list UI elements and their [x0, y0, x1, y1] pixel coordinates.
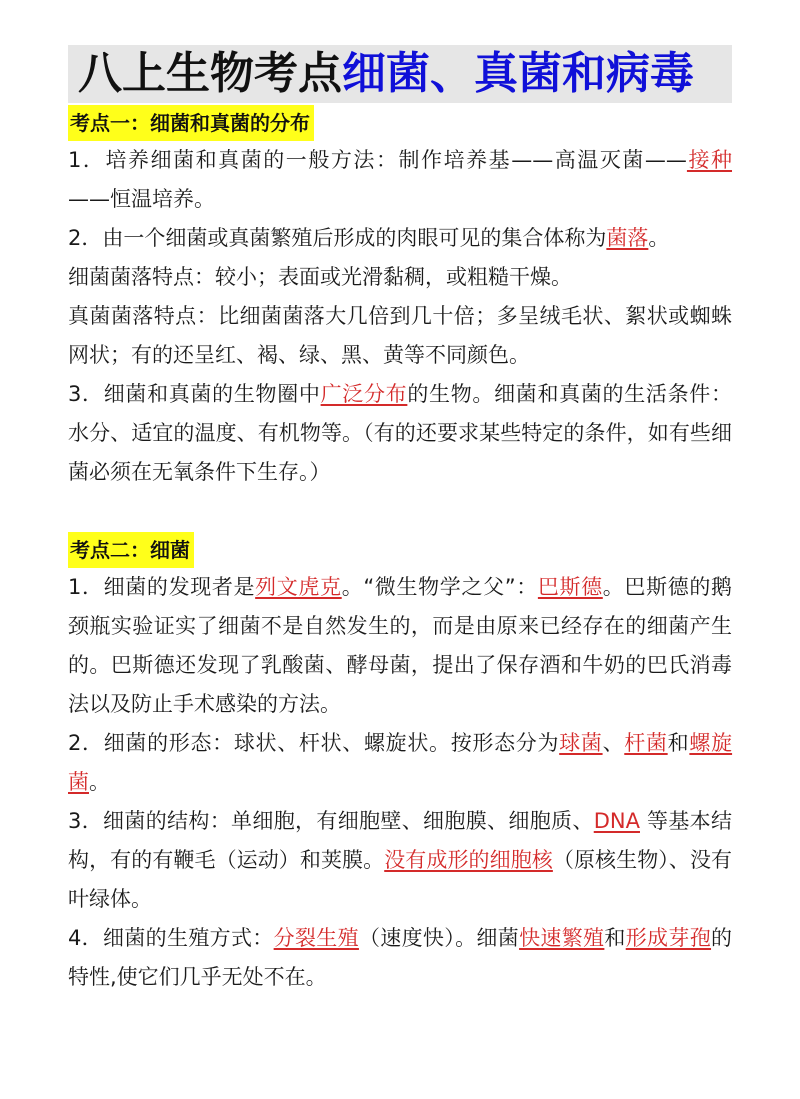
page-title	[68, 45, 732, 103]
section-bacteria	[68, 532, 732, 997]
text-segment: 的特性,使它们几乎无处不在。	[68, 926, 733, 989]
document-page	[68, 45, 732, 997]
section-distribution	[68, 105, 732, 492]
text-segment: 2．由一个细菌或真菌繁殖后形成的肉眼可见的集合体称为	[68, 226, 607, 250]
paragraph	[68, 375, 732, 492]
title-black-part: 八上生物考点	[78, 48, 342, 99]
paragraph	[68, 919, 732, 997]
text-segment: （原核生物）、没有叶绿体。	[68, 848, 733, 911]
keyword: 杆菌	[624, 731, 668, 755]
text-segment: 、	[602, 731, 625, 755]
text-segment: 。	[648, 226, 670, 250]
keyword: 菌落	[606, 226, 649, 250]
paragraph	[68, 219, 732, 258]
keyword: 没有成形的细胞核	[384, 848, 553, 872]
text-segment: 4．细菌的生殖方式：	[68, 926, 274, 950]
text-segment: 细菌菌落特点：较小；表面或光滑黏稠，或粗糙干燥。	[68, 265, 572, 289]
text-segment: 1．培养细菌和真菌的一般方法：制作培养基——高温灭菌——	[68, 148, 687, 172]
text-segment: 和	[667, 731, 690, 755]
paragraph	[68, 568, 732, 724]
text-segment: 的生物。细菌和真菌的生活条件：水分、适宜的温度、有机物等。（有的还要求某些特定的条件，如有些细菌必须在无氧条件下生存。）	[68, 382, 732, 484]
keyword: 巴斯德	[537, 575, 603, 599]
section-heading: 考点一：细菌和真菌的分布	[68, 105, 314, 141]
paragraph	[68, 141, 732, 219]
text-segment: 2．细菌的形态：球状、杆状、螺旋状。按形态分为	[68, 731, 560, 755]
text-segment: ——恒温培养。	[68, 187, 215, 211]
text-segment: （速度快）。细菌	[358, 926, 520, 950]
title-blue-part: 细菌、真菌和病毒	[342, 48, 694, 99]
text-segment: 和	[604, 926, 626, 950]
paragraph	[68, 297, 732, 375]
text-segment: 3．细菌和真菌的生物圈中	[68, 382, 321, 406]
keyword: 球菌	[559, 731, 603, 755]
section-heading: 考点二：细菌	[68, 532, 194, 568]
keyword: 接种	[686, 148, 733, 172]
keyword: 广泛分布	[320, 382, 408, 406]
keyword: DNA	[593, 809, 640, 833]
text-segment: 1．细菌的发现者是	[68, 575, 256, 599]
text-segment: 。巴斯德的鹅颈瓶实验证实了细菌不是自然发生的，而是由原来已经存在的细菌产生的。巴斯德还发现了乳酸菌、酵母菌，提出了保存酒和牛奶的巴氏消毒法以及防止手术感染的方法。	[68, 575, 732, 716]
keyword: 形成芽孢	[625, 926, 712, 950]
text-segment: 3．细菌的结构：单细胞，有细胞壁、细胞膜、细胞质、	[68, 809, 594, 833]
keyword: 列文虎克	[255, 575, 342, 599]
text-segment: 等基本结构，有的有鞭毛（运动）和荚膜。	[68, 809, 732, 872]
keyword: 快速繁殖	[519, 926, 605, 950]
paragraph	[68, 724, 732, 802]
text-segment: 。“微生物学之父”：	[341, 575, 538, 599]
paragraph	[68, 258, 732, 297]
text-segment: 。	[89, 770, 110, 794]
keyword: 分裂生殖	[273, 926, 359, 950]
paragraph	[68, 802, 732, 919]
keyword: 螺旋菌	[68, 731, 733, 794]
text-segment: 真菌菌落特点：比细菌菌落大几倍到几十倍；多呈绒毛状、絮状或蜘蛛网状；有的还呈红、褐、绿、黑、黄等不同颜色。	[68, 304, 732, 367]
